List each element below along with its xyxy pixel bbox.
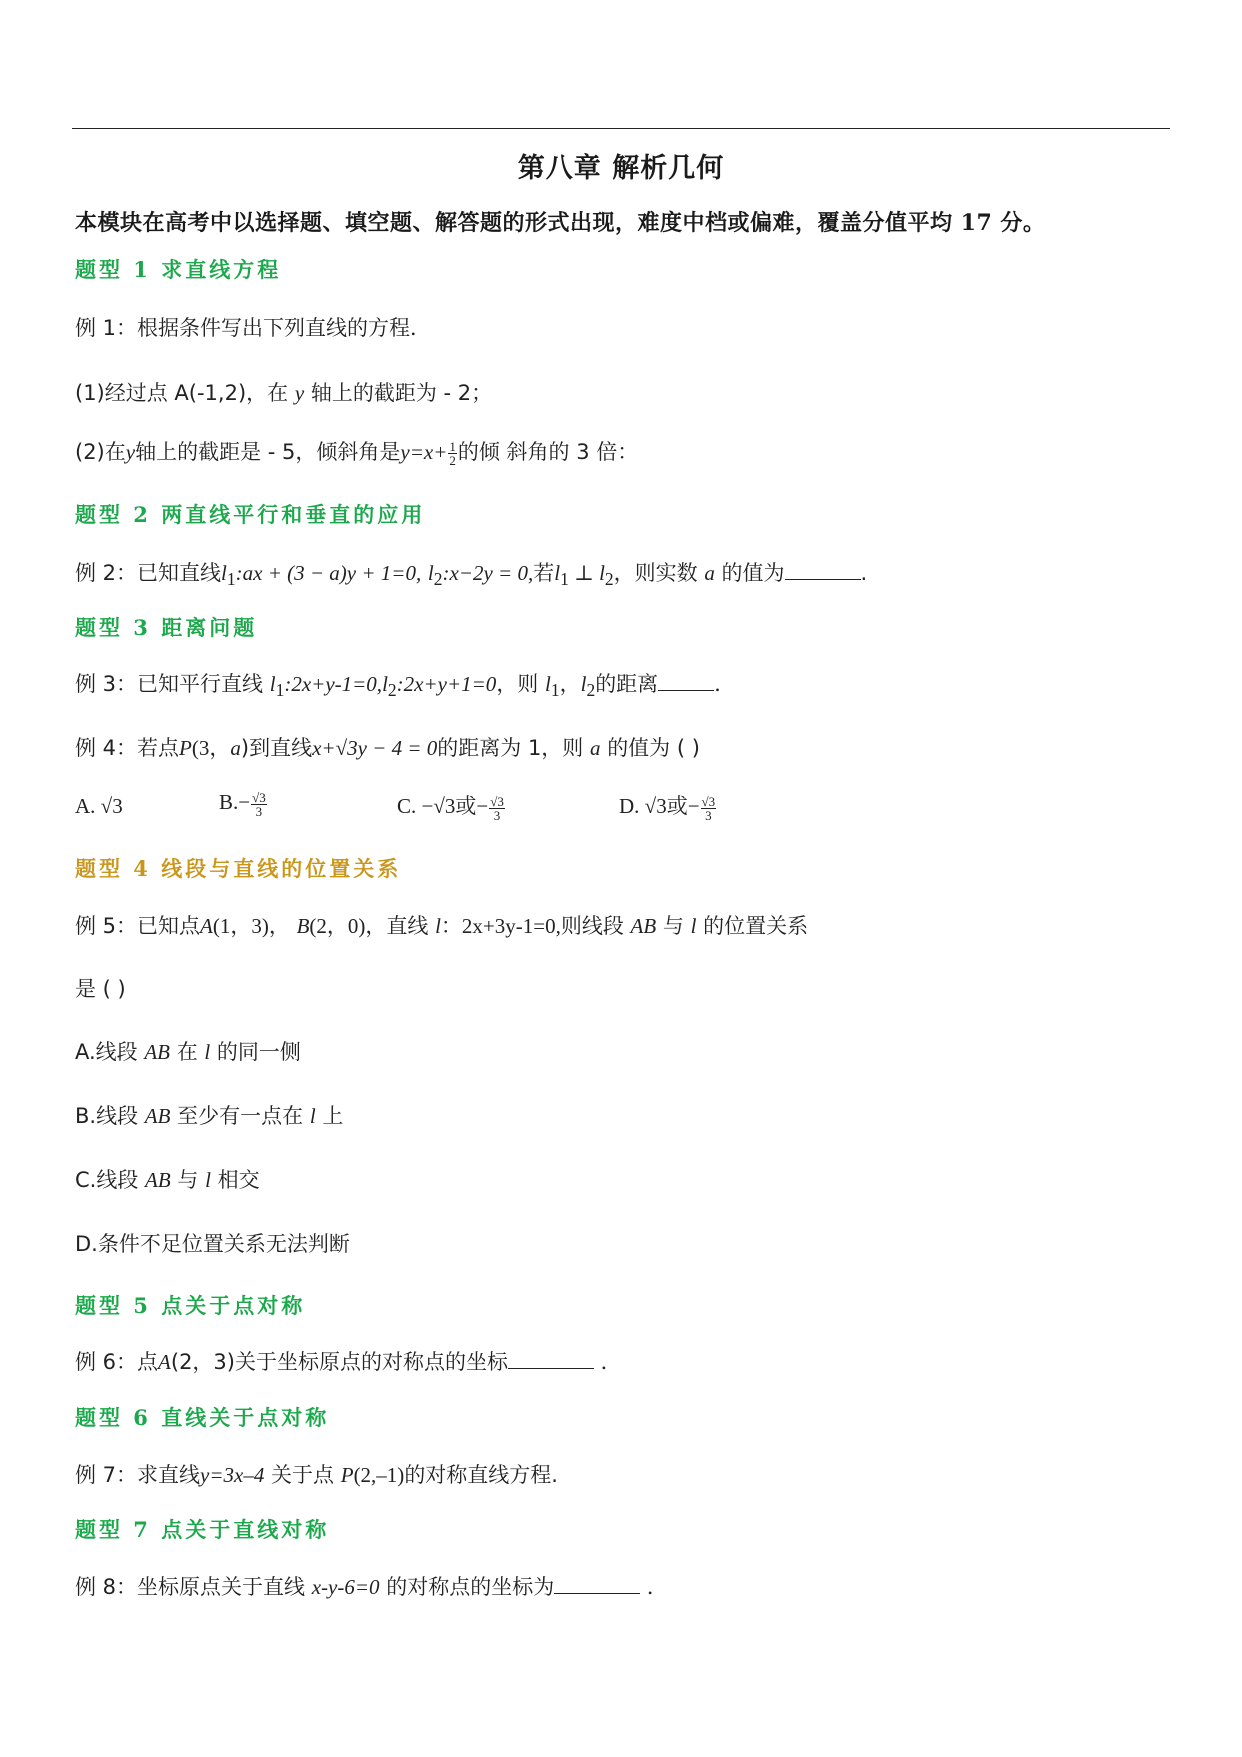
ex2-l2b: l xyxy=(599,561,605,585)
ex2-l1b-sub: 1 xyxy=(560,569,569,590)
ex3-text-n: 的距离 xyxy=(595,672,659,696)
fraction-numerator: √3 xyxy=(701,793,716,809)
ex4-option-c-text: C. −√3或− xyxy=(397,794,489,818)
ex5-var-B: B xyxy=(296,914,310,938)
ex5-option-a-l: l xyxy=(204,1040,211,1064)
ex5-coord-B: (2，0)，直线 xyxy=(309,914,429,938)
ex4-option-b-text: B.− xyxy=(219,790,251,814)
ex4-coord: (3， xyxy=(191,736,231,760)
ex7-text-a: 例 7：求直线 xyxy=(75,1463,201,1487)
ex1-p2-text-a: (2)在 xyxy=(75,440,126,464)
ex4-text-e: )到直线 xyxy=(240,736,313,760)
ex5-option-c-text-1: C.线段 xyxy=(75,1168,139,1192)
ex7-coord: (2,–1) xyxy=(353,1463,405,1487)
ex4-option-b[interactable] xyxy=(219,790,268,818)
ex2-text-a: 例 2：已知直线 xyxy=(75,561,222,585)
ex2-var-a: a xyxy=(704,561,715,585)
ex3-l2: l xyxy=(382,672,388,696)
fraction-denominator: 3 xyxy=(493,807,501,823)
ex5-text-j: 与 xyxy=(662,914,684,938)
fraction-denominator: 3 xyxy=(705,807,712,823)
ex4-option-d-text: D. √3或− xyxy=(619,794,700,818)
ex5-option-c-l: l xyxy=(205,1168,211,1192)
ex5-option-a-seg: AB xyxy=(144,1040,171,1064)
ex1-p2-equation: y=x+ xyxy=(400,440,448,464)
example-2 xyxy=(75,557,867,590)
ex6-end: ． xyxy=(600,1350,622,1374)
ex2-end: . xyxy=(860,561,868,585)
ex5-line-eq: ：2x+3y-1=0, xyxy=(440,914,561,938)
section-heading-3: 题型 3 距离问题 xyxy=(75,615,258,640)
ex5-option-a-text-3: 在 xyxy=(176,1040,198,1064)
ex2-text-n: ，则实数 xyxy=(613,561,698,585)
example-6 xyxy=(75,1346,622,1376)
ex5-var-l2: l xyxy=(690,914,697,938)
ex2-l2-sub: 2 xyxy=(433,569,443,590)
section-heading-5: 题型 5 点关于点对称 xyxy=(75,1293,306,1318)
ex4-option-d[interactable] xyxy=(619,790,717,822)
ex1-p2-text-c: 轴上的截距是 - 5，倾斜角是 xyxy=(135,440,401,464)
ex2-perp: ⊥ xyxy=(568,561,600,585)
section-heading-7: 题型 7 点关于直线对称 xyxy=(75,1517,330,1542)
ex2-l1b: l xyxy=(554,561,561,585)
example-8 xyxy=(75,1571,668,1601)
ex3-answer-blank[interactable] xyxy=(658,672,714,691)
ex4-option-d-fraction xyxy=(701,795,717,822)
ex5-text-l: 的位置关系 xyxy=(703,914,809,938)
ex5-text-a: 例 5：已知点 xyxy=(75,914,201,938)
ex6-text-c: (2，3)关于坐标原点的对称点的坐标 xyxy=(170,1350,508,1374)
ex3-l2b: l xyxy=(580,672,587,696)
section-heading-1: 题型 1 求直线方程 xyxy=(75,257,282,282)
chapter-title: 第八章 解析几何 xyxy=(517,153,725,184)
ex3-l1b-sub: 1 xyxy=(550,680,560,701)
section-heading-4: 题型 4 线段与直线的位置关系 xyxy=(75,856,402,881)
ex2-text-p: 的值为 xyxy=(721,561,785,585)
ex3-text-h: ，则 xyxy=(496,672,539,696)
ex6-text-a: 例 6：点 xyxy=(75,1350,159,1374)
ex4-line-eq: x+√3y − 4 = 0 xyxy=(312,736,438,760)
module-intro: 本模块在高考中以选择题、填空题、解答题的形式出现，难度中档或偏难，覆盖分值平均 17 分。 xyxy=(75,210,1046,236)
ex4-option-c-fraction xyxy=(489,795,505,822)
ex5-seg-AB: AB xyxy=(630,914,657,938)
fraction-numerator: 1 xyxy=(449,438,456,454)
ex1-p2-fraction xyxy=(448,440,457,467)
ex3-l1: l xyxy=(269,672,276,696)
ex1-p2-var-y: y xyxy=(125,440,136,464)
ex6-var-A: A xyxy=(158,1350,171,1374)
ex8-line-eq: x-y-6=0 xyxy=(311,1575,380,1599)
fraction-denominator: 2 xyxy=(449,452,456,468)
ex5-var-A: A xyxy=(200,914,213,938)
ex5-text-h: 则线段 xyxy=(560,914,624,938)
ex6-answer-blank[interactable] xyxy=(508,1350,594,1369)
example-1-part-1 xyxy=(75,377,492,407)
ex7-text-c: 关于点 xyxy=(271,1463,335,1487)
ex7-text-f: 的对称直线方程. xyxy=(404,1463,558,1487)
ex5-option-c-seg: AB xyxy=(145,1168,171,1192)
ex5-option-b-text-3: 至少有一点在 xyxy=(177,1104,304,1128)
ex4-var-a: a xyxy=(230,736,241,760)
ex3-l2-sub: 2 xyxy=(387,680,397,701)
ex5-option-a[interactable] xyxy=(75,1036,301,1066)
ex1-p1-text-c: 轴上的截距为 - 2； xyxy=(310,381,493,405)
ex4-option-b-fraction xyxy=(251,791,267,818)
ex5-option-c-text-5: 相交 xyxy=(217,1168,260,1192)
ex4-text-a: 例 4：若点 xyxy=(75,736,180,760)
ex2-text-h: 若 xyxy=(533,561,555,585)
section-heading-2: 题型 2 两直线平行和垂直的应用 xyxy=(75,502,426,527)
ex5-option-b-seg: AB xyxy=(144,1104,171,1128)
ex3-eq1: :2x+y-1=0, xyxy=(284,672,383,696)
fraction-numerator: √3 xyxy=(252,789,266,805)
ex5-coord-A: (1，3)， xyxy=(212,914,290,938)
ex5-option-b-text-1: B.线段 xyxy=(75,1104,139,1128)
ex2-l2: l xyxy=(427,561,434,585)
ex5-option-d[interactable]: D.条件不足位置关系无法判断 xyxy=(75,1232,350,1256)
ex3-l1b: l xyxy=(545,672,551,696)
ex3-l1-sub: 1 xyxy=(275,680,285,701)
ex5-option-a-text-5: 的同一侧 xyxy=(216,1040,301,1064)
ex4-option-c[interactable] xyxy=(397,790,506,822)
example-1-part-2 xyxy=(75,436,638,467)
ex2-l2b-sub: 2 xyxy=(604,569,614,590)
ex8-end: ． xyxy=(646,1575,668,1599)
ex4-var-a2: a xyxy=(590,736,601,760)
ex3-text-a: 例 3：已知平行直线 xyxy=(75,672,264,696)
ex2-answer-blank[interactable] xyxy=(785,561,861,580)
ex4-text-g: 的距离为 1，则 xyxy=(437,736,584,760)
ex3-text-k: ， xyxy=(559,672,581,696)
ex8-text-a: 例 8：坐标原点关于直线 xyxy=(75,1575,306,1599)
ex1-p1-text-a: (1)经过点 A(-1,2)，在 xyxy=(75,381,289,405)
section-heading-6: 题型 6 直线关于点对称 xyxy=(75,1405,330,1430)
ex5-option-b-text-5: 上 xyxy=(322,1104,344,1128)
ex2-eq1: :ax + (3 − a)y + 1=0, xyxy=(235,561,422,585)
example-5-line-2: 是 ( ) xyxy=(75,977,126,1001)
example-4-options xyxy=(75,790,775,830)
ex8-answer-blank[interactable] xyxy=(554,1575,640,1594)
ex5-option-c-text-3: 与 xyxy=(177,1168,199,1192)
ex1-p1-var-y: y xyxy=(294,381,305,405)
ex1-p2-text-e: 的倾 斜角的 3 倍： xyxy=(457,440,639,464)
ex5-option-a-text-1: A.线段 xyxy=(75,1040,138,1064)
ex3-l2b-sub: 2 xyxy=(586,680,596,701)
example-4 xyxy=(75,732,700,762)
ex7-var-P: P xyxy=(340,1463,354,1487)
ex5-option-b-l: l xyxy=(309,1104,316,1128)
ex8-text-c: 的对称点的坐标为 xyxy=(386,1575,555,1599)
ex2-l1: l xyxy=(221,561,227,585)
ex3-eq2: :2x+y+1=0 xyxy=(396,672,497,696)
top-rule xyxy=(72,128,1170,129)
ex7-line-eq: y=3x–4 xyxy=(200,1463,265,1487)
ex4-var-P: P xyxy=(179,736,192,760)
example-1-intro: 例 1：根据条件写出下列直线的方程． xyxy=(75,316,432,340)
example-5 xyxy=(75,910,808,940)
ex5-option-b[interactable] xyxy=(75,1100,343,1130)
fraction-denominator: 3 xyxy=(255,803,263,819)
ex2-eq2: :x−2y = 0, xyxy=(442,561,534,585)
ex4-option-a[interactable]: A. √3 xyxy=(75,794,123,818)
fraction-numerator: √3 xyxy=(490,793,504,809)
example-3 xyxy=(75,668,735,701)
ex4-text-i: 的值为 ( ) xyxy=(607,736,700,760)
example-7 xyxy=(75,1459,558,1489)
ex3-end: ． xyxy=(714,672,736,696)
ex2-l1-sub: 1 xyxy=(226,569,236,590)
ex5-option-c[interactable] xyxy=(75,1164,260,1194)
ex5-var-l: l xyxy=(435,914,441,938)
